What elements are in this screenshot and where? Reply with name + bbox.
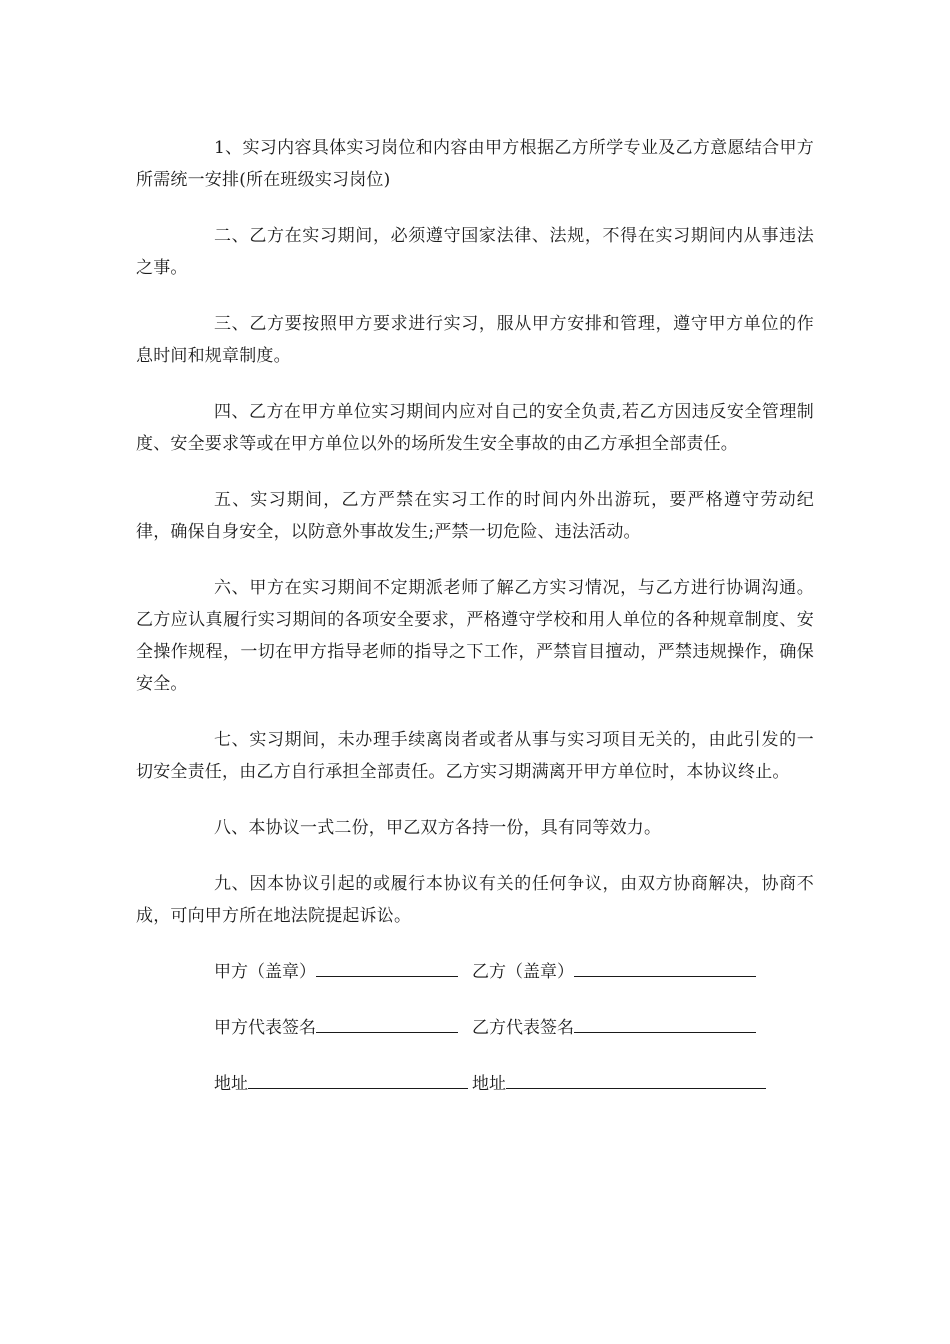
- party-b-seal: [472, 956, 756, 988]
- clause-2: 二、乙方在实习期间，必须遵守国家法律、法规，不得在实习期间内从事违法之事。: [136, 226, 814, 278]
- party-a-seal-blank[interactable]: [316, 956, 458, 977]
- party-a-rep: [214, 1012, 458, 1044]
- clause-6: 六、甲方在实习期间不定期派老师了解乙方实习情况，与乙方进行协调沟通。乙方应认真履行实习期间的各项安全要求，严格遵守学校和用人单位的各种规章制度、安全操作规程，一切在甲方指导老师的指导之下工作，严禁盲目擅动，严禁违规操作，确保安全。: [136, 578, 814, 694]
- party-b-address-blank[interactable]: [506, 1068, 766, 1089]
- signature-block: [136, 956, 814, 1100]
- clause-5: 五、实习期间，乙方严禁在实习工作的时间内外出游玩，要严格遵守劳动纪律，确保自身安全，以防意外事故发生;严禁一切危险、违法活动。: [136, 490, 814, 542]
- seal-row: [136, 956, 814, 988]
- agreement-body: [136, 132, 814, 1124]
- party-a-rep-label: 甲方代表签名: [214, 1018, 316, 1038]
- clause-8: 八、本协议一式二份，甲乙双方各持一份，具有同等效力。: [214, 818, 662, 838]
- party-a-address-blank[interactable]: [248, 1068, 468, 1089]
- party-a-address: [214, 1068, 468, 1100]
- address-row: [136, 1068, 814, 1100]
- party-b-rep: [472, 1012, 756, 1044]
- party-a-rep-blank[interactable]: [316, 1012, 458, 1033]
- party-a-seal: [214, 956, 458, 988]
- clause-9: 九、因本协议引起的或履行本协议有关的任何争议，由双方协商解决，协商不成，可向甲方所在地法院提起诉讼。: [136, 874, 814, 926]
- clause-3: 三、乙方要按照甲方要求进行实习，服从甲方安排和管理，遵守甲方单位的作息时间和规章制度。: [136, 314, 814, 366]
- party-b-seal-blank[interactable]: [574, 956, 756, 977]
- representative-row: [136, 1012, 814, 1044]
- clause-7: 七、实习期间，未办理手续离岗者或者从事与实习项目无关的，由此引发的一切安全责任，由乙方自行承担全部责任。乙方实习期满离开甲方单位时，本协议终止。: [136, 730, 814, 782]
- party-a-seal-label: 甲方（盖章）: [214, 962, 316, 982]
- clause-1: 1、实习内容具体实习岗位和内容由甲方根据乙方所学专业及乙方意愿结合甲方所需统一安排(所在班级实习岗位): [136, 138, 814, 190]
- party-b-seal-label: 乙方（盖章）: [472, 962, 574, 982]
- party-b-address-label: 地址: [472, 1074, 506, 1094]
- party-b-address: [472, 1068, 766, 1100]
- party-b-rep-blank[interactable]: [574, 1012, 756, 1033]
- party-b-rep-label: 乙方代表签名: [472, 1018, 574, 1038]
- party-a-address-label: 地址: [214, 1074, 248, 1094]
- clause-4: 四、乙方在甲方单位实习期间内应对自己的安全负责,若乙方因违反安全管理制度、安全要求等或在甲方单位以外的场所发生安全事故的由乙方承担全部责任。: [136, 402, 814, 454]
